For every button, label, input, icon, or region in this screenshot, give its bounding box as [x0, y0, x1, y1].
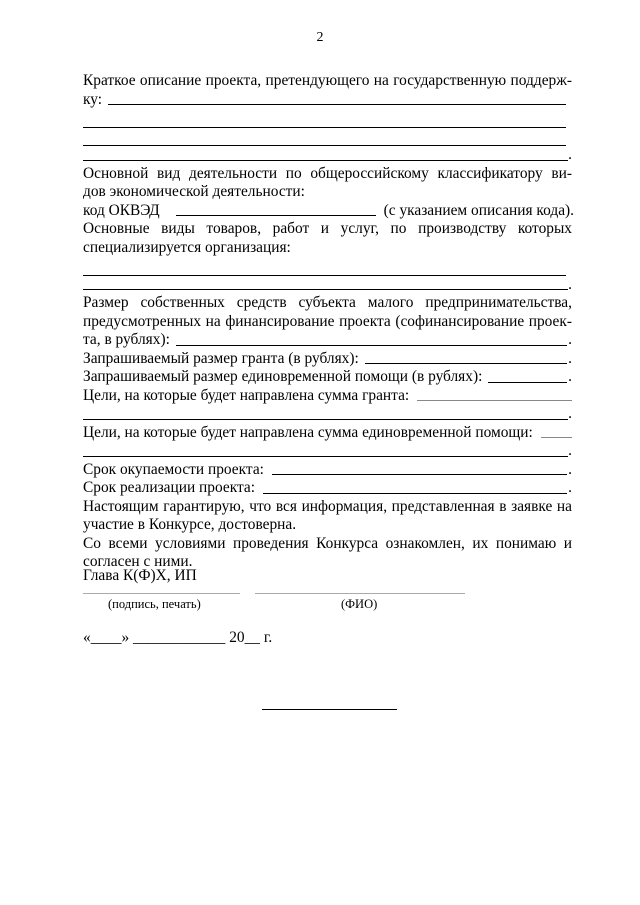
own-funds-text-1: Размер собственных средств субъекта малого предпринимательства,	[83, 294, 572, 311]
implementation-period-row: Срок реализации проекта: .	[83, 479, 572, 496]
lump-sum-amount-field[interactable]	[488, 381, 567, 383]
lump-sum-goals-field-2[interactable]: .	[83, 442, 572, 461]
project-description-label: Краткое описание проекта, претендующего на государственную поддерж-	[83, 72, 572, 89]
implementation-period-field[interactable]	[263, 492, 567, 494]
okved-code-note: (с указанием описания кода).	[383, 201, 575, 219]
date-field[interactable]: «____» ____________ 20__ г.	[83, 629, 273, 646]
lump-sum-goals-label: Цели, на которые будет направлена сумма единовременной помощи:	[83, 423, 533, 441]
project-description-field-4[interactable]: .	[83, 146, 572, 165]
signature-field[interactable]	[83, 593, 240, 594]
guarantee-text-1: Настоящим гарантирую, что вся информация, представленная в заявке на	[83, 497, 572, 515]
payback-period-row: Срок окупаемости проекта: .	[83, 460, 572, 478]
okved-code-field[interactable]	[176, 214, 376, 216]
goods-field-2[interactable]: .	[83, 276, 572, 295]
goods-text-1: Основные виды товаров, работ и услуг, по производству которых	[83, 220, 572, 237]
okved-code-row	[83, 201, 575, 221]
application-form	[83, 72, 575, 572]
lump-sum-amount-row: Запрашиваемый размер единовременной помощи (в рублях): .	[83, 368, 572, 385]
full-name-field[interactable]	[255, 593, 465, 594]
own-funds-text-2: предусмотренных на финансирование проекта (софинансирование проек-	[83, 312, 572, 330]
head-label: Глава К(Ф)Х, ИП	[83, 567, 197, 584]
okved-text-2: дов экономической деятельности:	[83, 183, 305, 200]
okved-text-1: Основной вид деятельности по общероссийскому классификатору ви-	[83, 164, 572, 182]
lump-sum-goals-field[interactable]	[541, 436, 572, 438]
guarantee-text-2: участие в Конкурсе, достоверна.	[83, 516, 297, 533]
grant-goals-field-2[interactable]: .	[83, 405, 572, 424]
payback-period-field[interactable]	[272, 473, 567, 475]
agreement-text-1: Со всеми условиями проведения Конкурса ознакомлен, их понимаю и	[83, 534, 572, 552]
own-funds-row: та, в рублях): .	[83, 331, 572, 348]
agreement-text-2: согласен с ними.	[83, 553, 193, 570]
okved-code-label: код ОКВЭД	[83, 201, 160, 219]
grant-goals-row	[83, 387, 572, 406]
project-description-row	[83, 91, 572, 110]
full-name-caption: (ФИО)	[341, 597, 378, 611]
grant-amount-row: Запрашиваемый размер гранта (в рублях): .	[83, 349, 572, 367]
grant-amount-label: Запрашиваемый размер гранта (в рублях):	[83, 349, 359, 367]
implementation-period-label: Срок реализации проекта:	[83, 479, 255, 496]
own-funds-text-3: та, в рублях):	[83, 331, 170, 348]
page-number: 2	[316, 30, 324, 45]
goods-text-2: специализируется организация:	[83, 238, 291, 256]
lump-sum-amount-label: Запрашиваемый размер единовременной помощи (в рублях):	[83, 368, 483, 385]
grant-goals-field[interactable]	[417, 399, 572, 401]
bottom-divider	[262, 709, 397, 710]
project-description-label-cont: ку:	[83, 90, 103, 108]
project-description-field[interactable]	[108, 103, 566, 105]
grant-goals-label: Цели, на которые будет направлена сумма гранта:	[83, 386, 410, 404]
signature-caption: (подпись, печать)	[108, 597, 201, 611]
grant-amount-field[interactable]	[365, 362, 567, 364]
project-description-field-2[interactable]	[83, 109, 566, 128]
signature-area	[83, 593, 483, 623]
project-description-field-3[interactable]	[83, 128, 566, 147]
goods-field-1[interactable]	[83, 257, 566, 276]
lump-sum-goals-row	[83, 424, 572, 443]
own-funds-field[interactable]	[176, 344, 567, 346]
payback-period-label: Срок окупаемости проекта:	[83, 460, 264, 478]
